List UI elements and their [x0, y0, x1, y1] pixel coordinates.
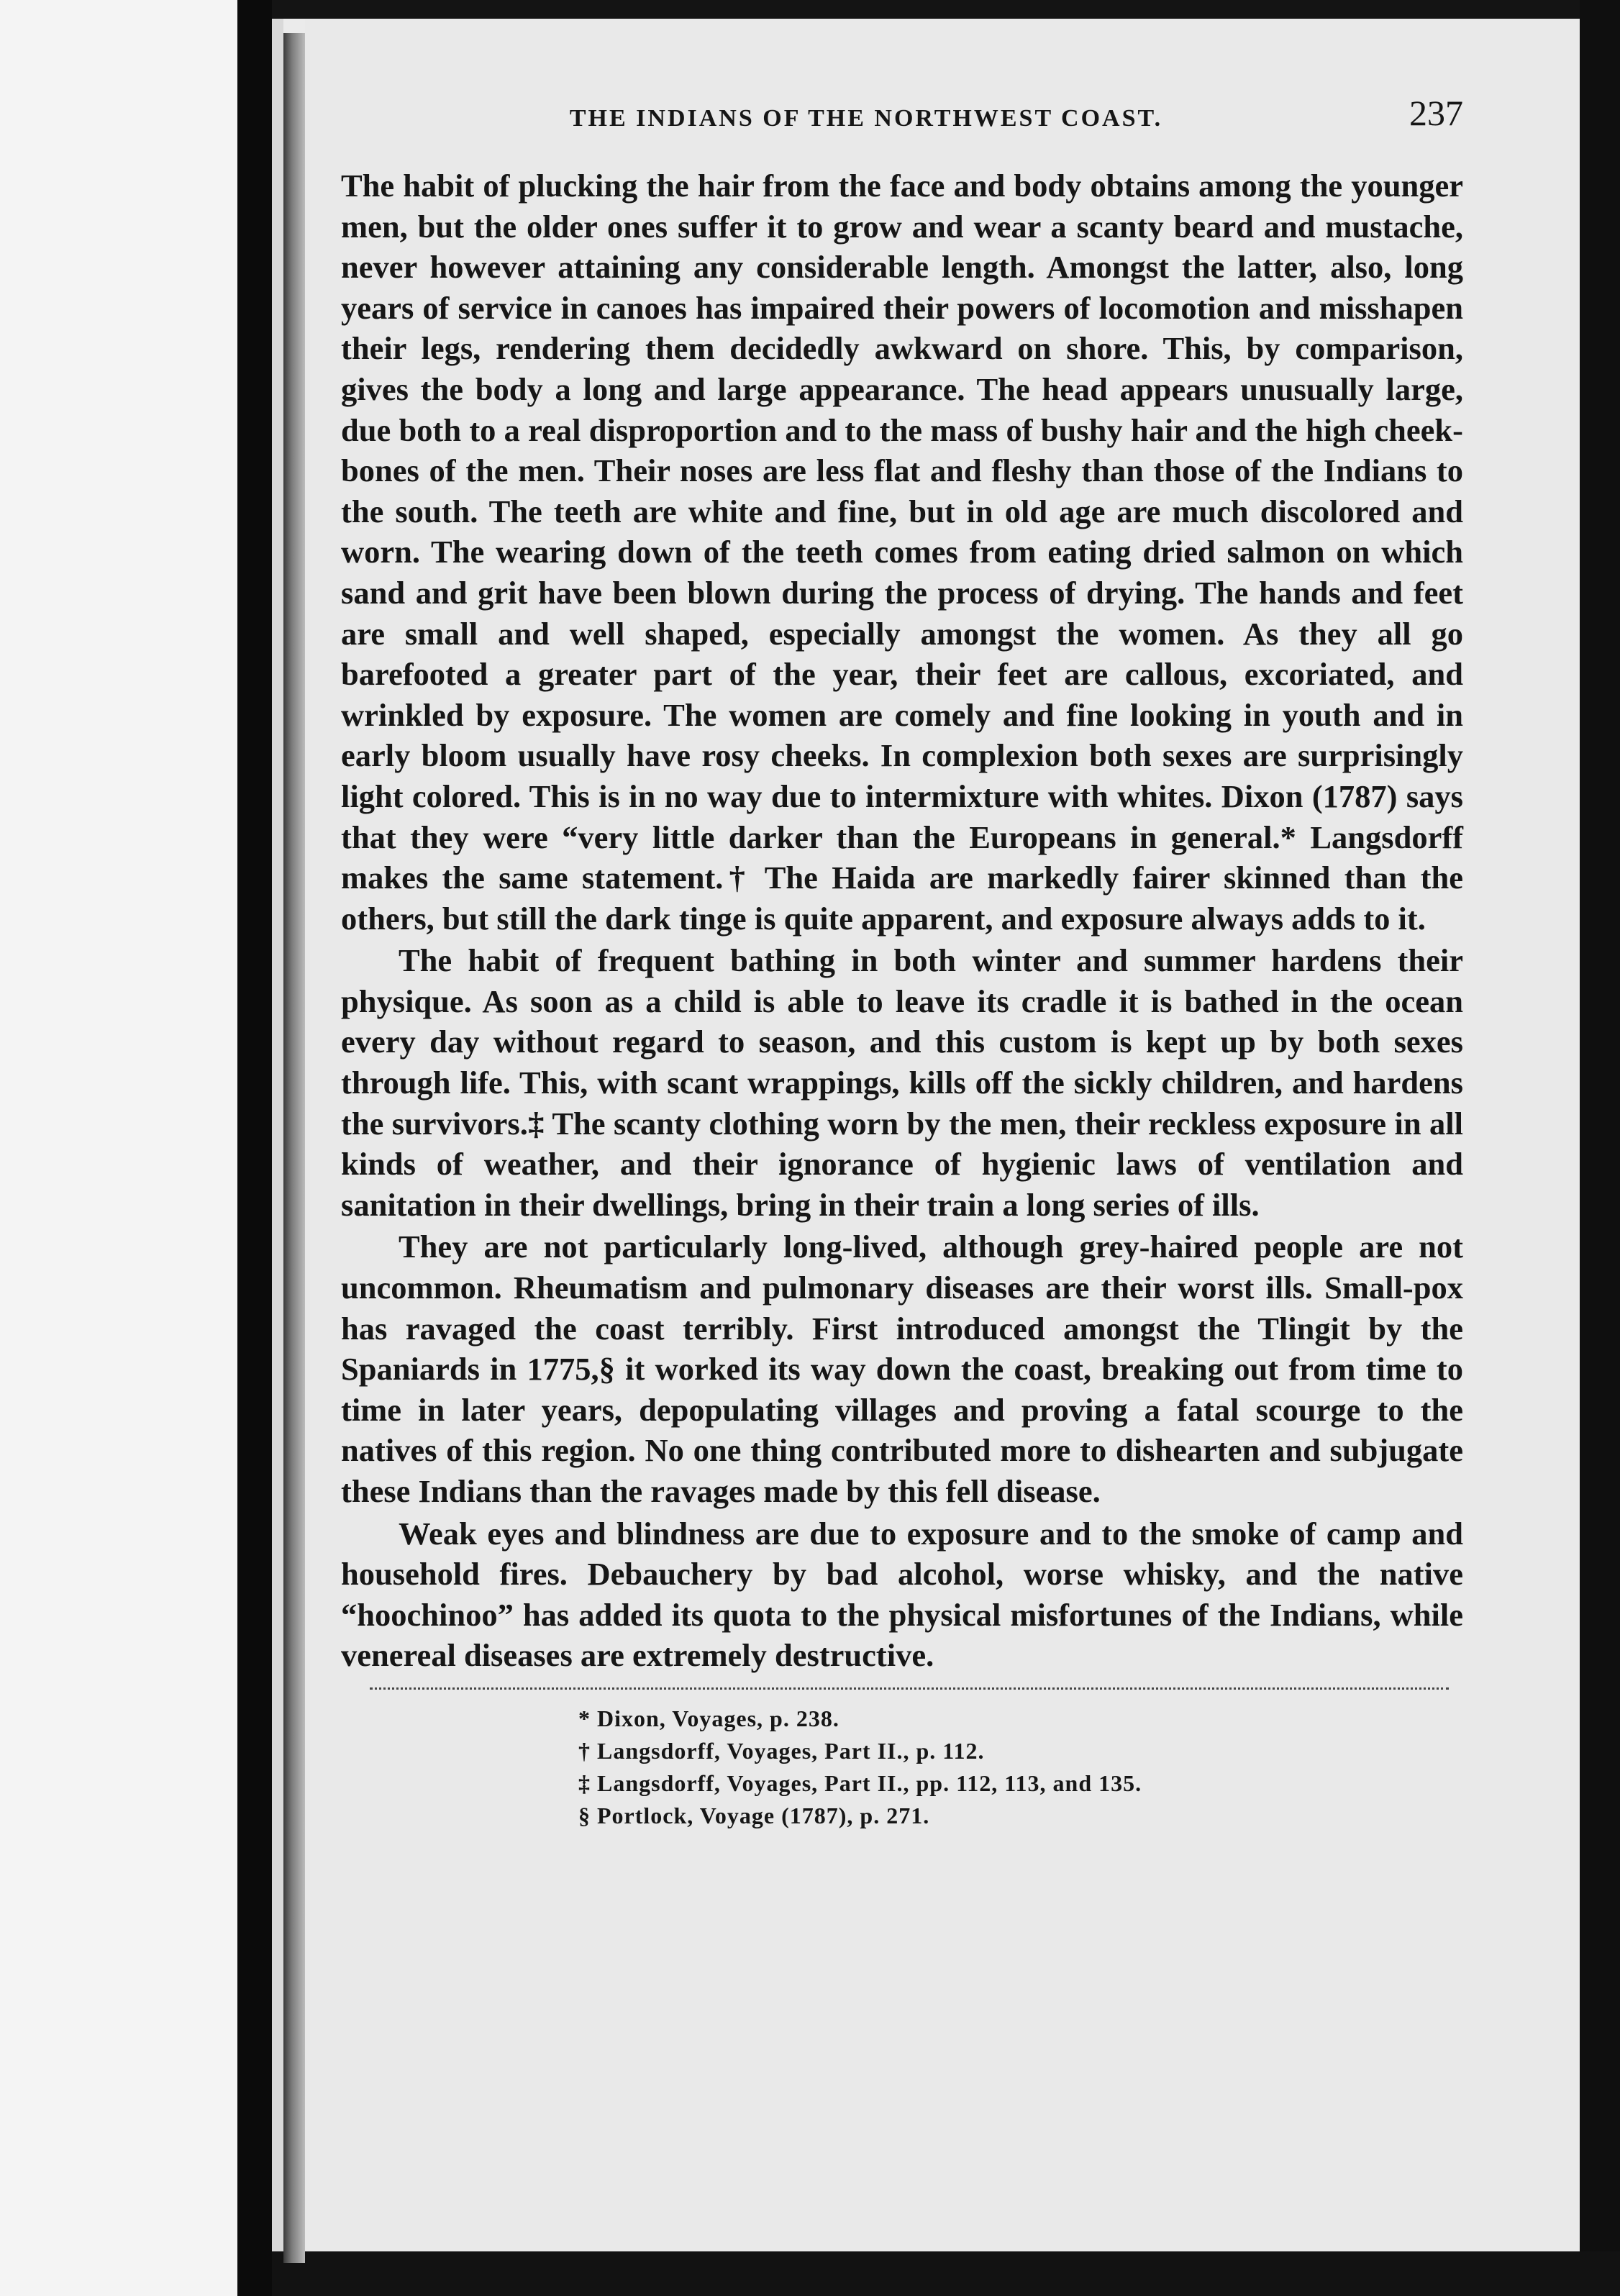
footnote-dixon: * Dixon, Voyages, p. 238. — [578, 1705, 839, 1731]
running-title: THE INDIANS OF THE NORTHWEST COAST. — [569, 105, 1163, 132]
footnote-langsdorff-1: † Langsdorff, Voyages, Part II., p. 112. — [578, 1737, 985, 1764]
page-content — [341, 93, 1463, 1832]
scan-top-border — [272, 0, 1620, 19]
footnote-portlock: § Portlock, Voyage (1787), p. 271. — [578, 1802, 930, 1828]
page-number: 237 — [1409, 93, 1463, 133]
facing-page-margin — [0, 0, 237, 2296]
binding-shadow — [237, 0, 272, 2296]
footnote-divider — [370, 1687, 1449, 1690]
gutter-shadow — [283, 33, 305, 2263]
book-page — [305, 19, 1580, 2251]
footnote-langsdorff-2: ‡ Langsdorff, Voyages, Part II., pp. 112, 113, and 135. — [578, 1769, 1142, 1796]
paragraph-2: The habit of frequent bathing in both winter and summer hardens their physique. As soon as a child is able to leave its cradle it is bathed in the ocean every day without regard to season, and this custom is kept up by both sexes through life. This, with scant wrappings, kills off the sickly children, and hardens the survivors.‡ The scanty clothing worn by the men, their reckless exposure in all kinds of weather, and their ignorance of hygienic laws of ventilation and sanitation in their dwellings, bring in their train a long series of ills. — [341, 942, 1463, 1223]
scan-bottom-border — [272, 2251, 1620, 2296]
footnotes — [578, 1703, 1463, 1832]
body-text — [341, 165, 1463, 1676]
page-header — [341, 93, 1463, 165]
paragraph-1: The habit of plucking the hair from the face and body obtains among the younger men, but the older ones suffer it to grow and wear a scanty beard and mustache, never however attaining any considerable length. Amongst the latter, also, long years of service in canoes has impaired their powers of locomotion and misshapen their legs, rendering them decidedly awkward on shore. This, by comparison, gives the body a long and large appearance. The head appears unusually large, due both to a real disproportion and to the mass of bushy hair and the high cheek-bones of the men. Their noses are less flat and fleshy than those of the Indians to the south. The teeth are white and fine, but in old age are much discolored and worn. The wearing down of the teeth comes from eating dried salmon on which sand and grit have been blown during the process of drying. The hands and feet are small and well shaped, especially amongst the women. As they all go barefooted a greater part of the year, their feet are callous, excoriated, and wrinkled by exposure. The women are comely and fine looking in youth and in early bloom usually have rosy cheeks. In complexion both sexes are surprisingly light colored. This is in no way due to intermixture with whites. Dixon (1787) says that they were “very little darker than the Europeans in general.* Langsdorff makes the same statement.† The Haida are markedly fairer skinned than the others, but still the dark tinge is quite apparent, and exposure always adds to it. — [341, 168, 1463, 937]
page-edge-strip — [272, 0, 283, 2296]
scan-right-border — [1580, 0, 1620, 2296]
paragraph-3: They are not particularly long-lived, although grey-haired people are not uncommon. Rheumatism and pulmonary diseases are their worst ills. Small-pox has ravaged the coast terribly. First introduced amongst the Tlingit by the Spaniards in 1775,§ it worked its way down the coast, breaking out from time to time in later years, depopulating villages and proving a fatal scourge to the natives of this region. No one thing contributed more to dishearten and subjugate these Indians than the ravages made by this fell disease. — [341, 1229, 1463, 1509]
paragraph-4: Weak eyes and blindness are due to exposure and to the smoke of camp and household fires. Debauchery by bad alcohol, worse whisky, and the native “hoochinoo” has added its quota to the physical misfortunes of the Indians, while venereal diseases are extremely destructive. — [341, 1515, 1463, 1674]
